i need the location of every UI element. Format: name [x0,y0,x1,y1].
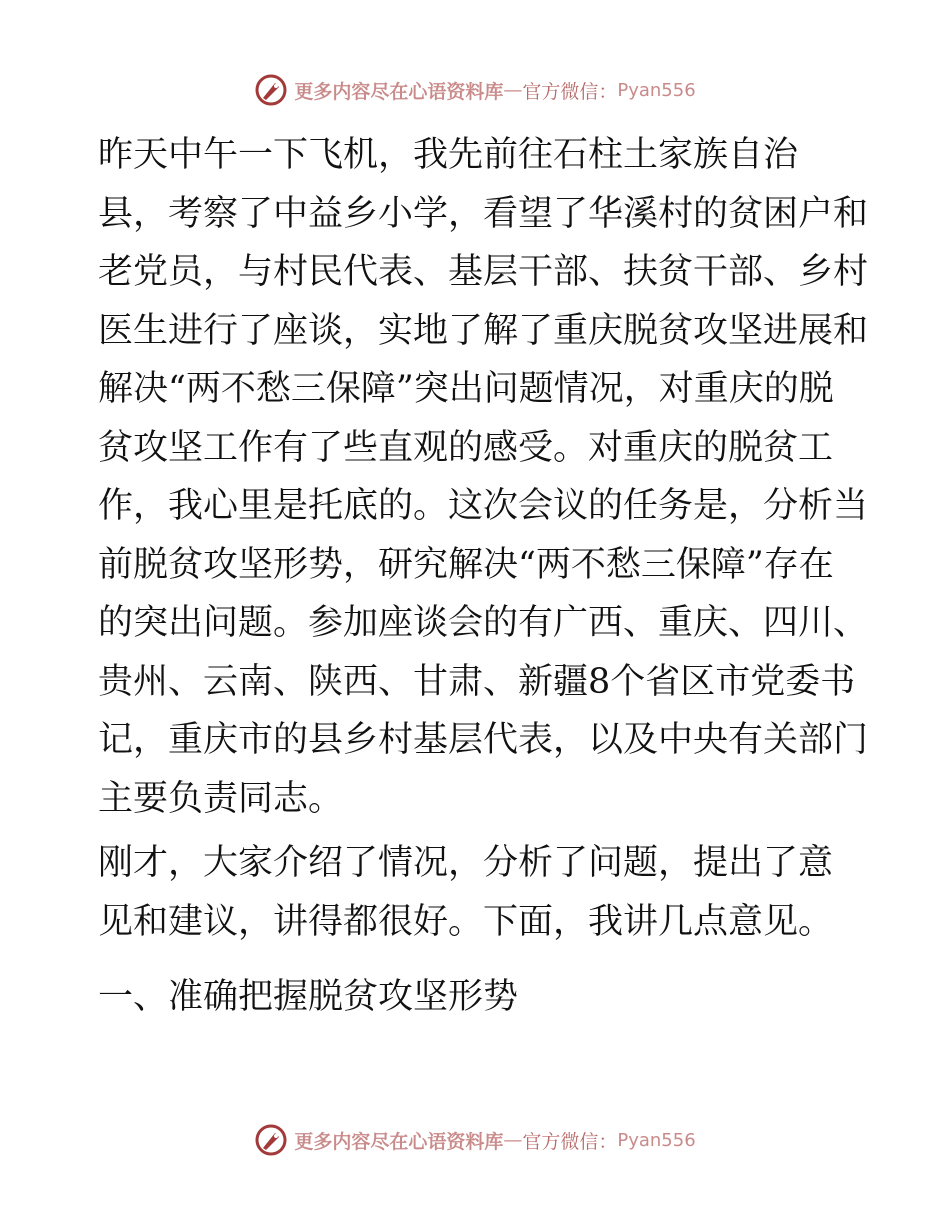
pen-nib-circle-icon [254,73,288,107]
heading-text: 一、准确把握脱贫攻坚形势 [98,977,519,1017]
watermark-dash: — [503,79,523,101]
header-watermark [0,70,950,110]
text-line: 主要负责同志。 [98,778,344,819]
text-line: 见和建议，讲得都很好。下面，我讲几点意见。 [98,901,834,942]
watermark-label: 官方微信： [522,1130,618,1153]
footer-watermark [0,1120,950,1160]
text-line: 医生进行了座谈，实地了解了重庆脱贫攻坚进展和 [98,310,869,351]
paragraph-2 [98,834,854,951]
text-line: 作，我心里是托底的。这次会议的任务是，分析当 [98,486,869,526]
paragraph-1 [98,126,869,828]
watermark-main-text: 更多内容尽在心语资料库 [294,1130,504,1153]
text-line: 解决“两不愁三保障”突出问题情况，对重庆的脱 [98,369,834,409]
text-line: 昨天中午一下飞机，我先前往石柱土家族自治 [98,135,799,175]
text-line: 县，考察了中益乡小学，看望了华溪村的贫困户和 [98,193,869,234]
text-line: 老党员，与村民代表、基层干部、扶贫干部、乡村 [98,252,869,292]
watermark-main-text: 更多内容尽在心语资料库 [294,80,504,103]
text-line: 前脱贫攻坚形势，研究解决“两不愁三保障”存在 [98,544,834,585]
text-line: 贫攻坚工作有了些直观的感受。对重庆的脱贫工 [98,427,834,468]
text-line: 记，重庆市的县乡村基层代表，以及中央有关部门 [98,720,869,760]
section-heading [98,968,854,1027]
pen-nib-circle-icon [254,1123,288,1157]
text-line: 贵州、云南、陕西、甘肃、新疆8个省区市党委书 [98,661,856,702]
text-line: 刚才，大家介绍了情况，分析了问题，提出了意 [98,843,834,883]
watermark-wechat-id: Pyan556 [617,79,696,101]
watermark-dash: — [503,1129,523,1151]
text-line: 的突出问题。参加座谈会的有广西、重庆、四川、 [98,603,869,643]
watermark-label: 官方微信： [522,80,618,103]
watermark-wechat-id: Pyan556 [617,1129,696,1151]
